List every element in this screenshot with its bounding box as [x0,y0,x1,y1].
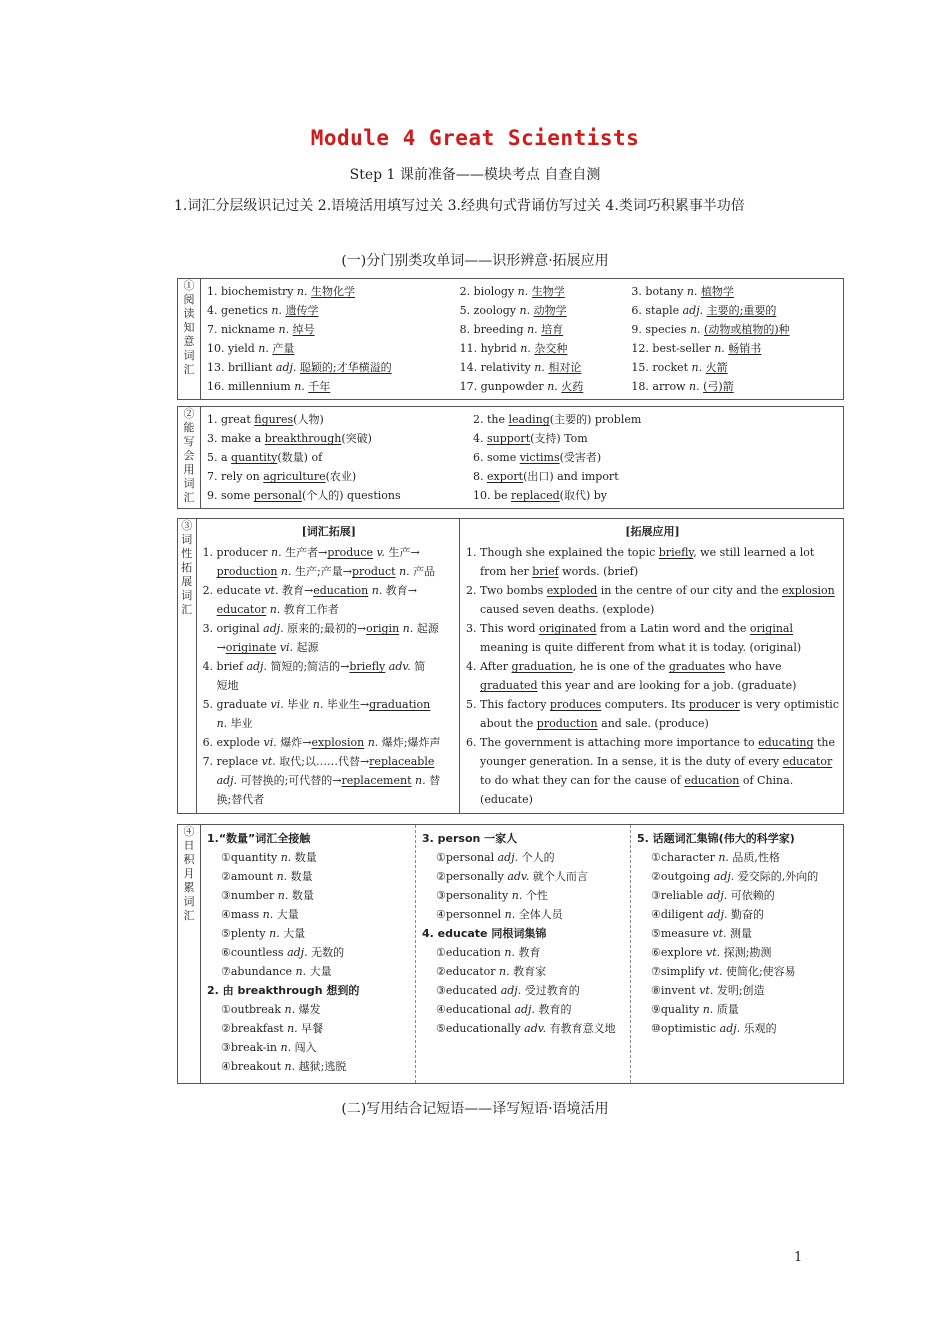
word-family-line: educator n. 教育工作者 [216,603,339,616]
accumulation-column-1 [201,825,416,1084]
vocab-row [201,486,843,505]
vocab-entry: 16. millennium n. 千年 [207,380,331,393]
usage-sentence-line: to do what they can for the cause of education of China. [480,774,794,787]
category-heading: 4. educate 同根词集锦 [422,927,547,940]
phrase-entry: 3. make a breakthrough(突破) [207,432,372,445]
word-item: ⑤educationally adv. 有教育意义地 [436,1022,616,1035]
word-item: ③number n. 数量 [221,889,314,902]
vocab-entry: 11. hybrid n. 杂交种 [459,342,568,355]
word-item: ③personality n. 个性 [436,889,548,902]
vocab-row [201,448,843,467]
word-item: ④diligent adj. 勤奋的 [651,908,765,921]
word-item: ⑥explore vt. 探测;勘测 [651,946,772,959]
box-label: ③词性拓展词汇 [178,519,197,814]
vocab-row [201,282,843,301]
vocab-row [201,377,843,396]
word-family-line: 3. original adj. 原来的;最初的→origin n. 起源 [202,622,439,635]
word-item: ⑦abundance n. 大量 [221,965,332,978]
word-family-line: 短地 [216,679,239,692]
word-item: ②amount n. 数量 [221,870,313,883]
word-family-line: n. 毕业 [216,717,253,730]
word-family-line: production n. 生产;产量→product n. 产品 [216,565,436,578]
word-item: ⑤plenty n. 大量 [221,927,306,940]
vocab-row [201,301,843,320]
word-item: ①education n. 教育 [436,946,541,959]
phrase-entry: 2. the leading(主要的) problem [473,413,642,426]
step-heading: Step 1 课前准备——模块考点 自查自测 [349,167,601,183]
usage-sentence-line: 2. Two bombs exploded in the centre of our city and the explosion [466,584,835,597]
word-family-line: adj. 可替换的;可代替的→replacement n. 替 [216,774,441,787]
word-item: ②personally adv. 就个人而言 [436,870,588,883]
extension-right-head: [拓展应用] [625,525,680,538]
writing-vocab-grid [201,410,843,505]
usage-sentence-line: caused seven deaths. (explode) [480,603,655,616]
box-label: ④日积月累词汇 [178,825,201,1084]
word-family-line: 2. educate vt. 教育→education n. 教育→ [202,584,418,597]
word-item: ④mass n. 大量 [221,908,299,921]
vocab-entry: 5. zoology n. 动物学 [459,304,567,317]
word-family-line: 5. graduate vi. 毕业 n. 毕业生→graduation [202,698,431,711]
phrase-entry: 4. support(支持) Tom [473,432,588,445]
vocab-entry: 13. brilliant adj. 聪颖的;才华横溢的 [207,361,392,374]
phrase-entry: 5. a quantity(数量) of [207,451,323,464]
word-item: ④breakout n. 越狱;逃脱 [221,1060,347,1073]
category-heading: 5. 话题词汇集锦(伟大的科学家) [637,832,795,845]
vocab-entry: 8. breeding n. 培育 [459,323,564,336]
vocab-entry: 2. biology n. 生物学 [459,285,565,298]
section-heading-2: (二)写用结合记短语——译写短语·语境活用 [341,1101,609,1117]
usage-sentence-line: 3. This word originated from a Latin word and the original [466,622,793,635]
extension-right-column [460,519,844,814]
phrase-entry: 1. great figures(人物) [207,413,324,426]
word-item: ③educated adj. 受过教育的 [436,984,580,997]
vocab-row [201,358,843,377]
word-item: ③break-in n. 闯入 [221,1041,317,1054]
reading-vocab-box [177,278,844,400]
intro-text: 1.词汇分层级识记过关 2.语境活用填写过关 3.经典句式背诵仿写过关 4.类词巧积累事半功倍 [174,198,745,214]
word-item: ④personnel n. 全体人员 [436,908,563,921]
page-number: 1 [794,1250,803,1265]
word-item: ②breakfast n. 早餐 [221,1022,324,1035]
word-item: ⑤measure vt. 测量 [651,927,752,940]
phrase-entry: 9. some personal(个人的) questions [207,489,401,502]
vocab-entry: 14. relativity n. 相对论 [459,361,582,374]
vocab-entry: 12. best-seller n. 畅销书 [631,342,762,355]
vocab-entry: 10. yield n. 产量 [207,342,295,355]
vocab-entry: 4. genetics n. 遗传学 [207,304,319,317]
accumulation-column-2 [416,825,631,1084]
extension-left-head: [词汇拓展] [301,525,356,538]
word-item: ①outbreak n. 爆发 [221,1003,321,1016]
extension-vocab-box [177,518,844,814]
vocab-row [201,467,843,486]
vocab-row [201,429,843,448]
usage-sentence-line: graduated this year and are looking for a job. (graduate) [480,679,797,692]
usage-sentence-line: from her brief words. (brief) [480,565,639,578]
word-item: ⑥countless adj. 无数的 [221,946,345,959]
usage-sentence-line: about the production and sale. (produce) [480,717,709,730]
section-heading-1: (一)分门别类攻单词——识形辨意·拓展应用 [341,253,609,269]
box-label: ②能写会用词汇 [178,407,201,509]
word-family-line: 4. brief adj. 简短的;简洁的→briefly adv. 简 [202,660,426,673]
vocab-entry: 3. botany n. 植物学 [631,285,734,298]
usage-sentence-line: 4. After graduation, he is one of the graduates who have [466,660,782,673]
usage-sentence-line: younger generation. In a sense, it is the duty of every educator [480,755,833,768]
word-family-line: 6. explode vi. 爆炸→explosion n. 爆炸;爆炸声 [202,736,441,749]
word-item: ②outgoing adj. 爱交际的,外向的 [651,870,819,883]
word-item: ③reliable adj. 可依赖的 [651,889,775,902]
word-item: ①quantity n. 数量 [221,851,317,864]
vocab-row [201,320,843,339]
phrase-entry: 7. rely on agriculture(农业) [207,470,357,483]
category-heading: 3. person 一家人 [422,832,518,845]
word-family-line: →originate vi. 起源 [216,641,319,654]
word-item: ①personal adj. 个人的 [436,851,555,864]
vocab-entry: 18. arrow n. (弓)箭 [631,380,734,393]
word-item: ②educator n. 教育家 [436,965,547,978]
word-item: ⑩optimistic adj. 乐观的 [651,1022,777,1035]
word-item: ⑨quality n. 质量 [651,1003,739,1016]
vocab-row [201,410,843,429]
extension-left-column [196,519,459,814]
word-item: ⑧invent vt. 发明;创造 [651,984,765,997]
usage-sentence-line: 1. Though she explained the topic briefly, we still learned a lot [466,546,815,559]
usage-sentence-line: 5. This factory produces computers. Its producer is very optimistic [466,698,839,711]
word-item: ①character n. 品质,性格 [651,851,780,864]
accumulation-column-3 [631,825,844,1084]
usage-sentence-line: (educate) [480,793,533,806]
word-family-line: 1. producer n. 生产者→produce v. 生产→ [202,546,420,559]
usage-sentence-line: meaning is quite different from what it is today. (original) [480,641,802,654]
word-family-line: 换;替代者 [216,793,265,806]
page-title: Module 4 Great Scientists [310,126,640,150]
vocab-row [201,339,843,358]
word-item: ⑦simplify vt. 使简化;使容易 [651,965,796,978]
word-family-line: 7. replace vt. 取代;以……代替→replaceable [202,755,435,768]
accumulation-vocab-box [177,824,844,1084]
vocab-entry: 6. staple adj. 主要的;重要的 [631,304,777,317]
writing-vocab-box [177,406,844,509]
category-heading: 2. 由 breakthrough 想到的 [207,984,360,997]
phrase-entry: 6. some victims(受害者) [473,451,602,464]
phrase-entry: 10. be replaced(取代) by [473,489,607,502]
word-item: ④educational adj. 教育的 [436,1003,572,1016]
usage-sentence-line: 6. The government is attaching more importance to educating the [466,736,836,749]
vocab-entry: 17. gunpowder n. 火药 [459,380,584,393]
category-heading: 1.“数量”词汇全接触 [207,832,311,845]
vocab-entry: 7. nickname n. 绰号 [207,323,315,336]
vocab-entry: 9. species n. (动物或植物的)种 [631,323,790,336]
reading-vocab-grid [201,282,843,396]
vocab-entry: 1. biochemistry n. 生物化学 [207,285,356,298]
phrase-entry: 8. export(出口) and import [473,470,619,483]
box-label: ①阅读知意词汇 [178,279,201,400]
vocab-entry: 15. rocket n. 火箭 [631,361,728,374]
